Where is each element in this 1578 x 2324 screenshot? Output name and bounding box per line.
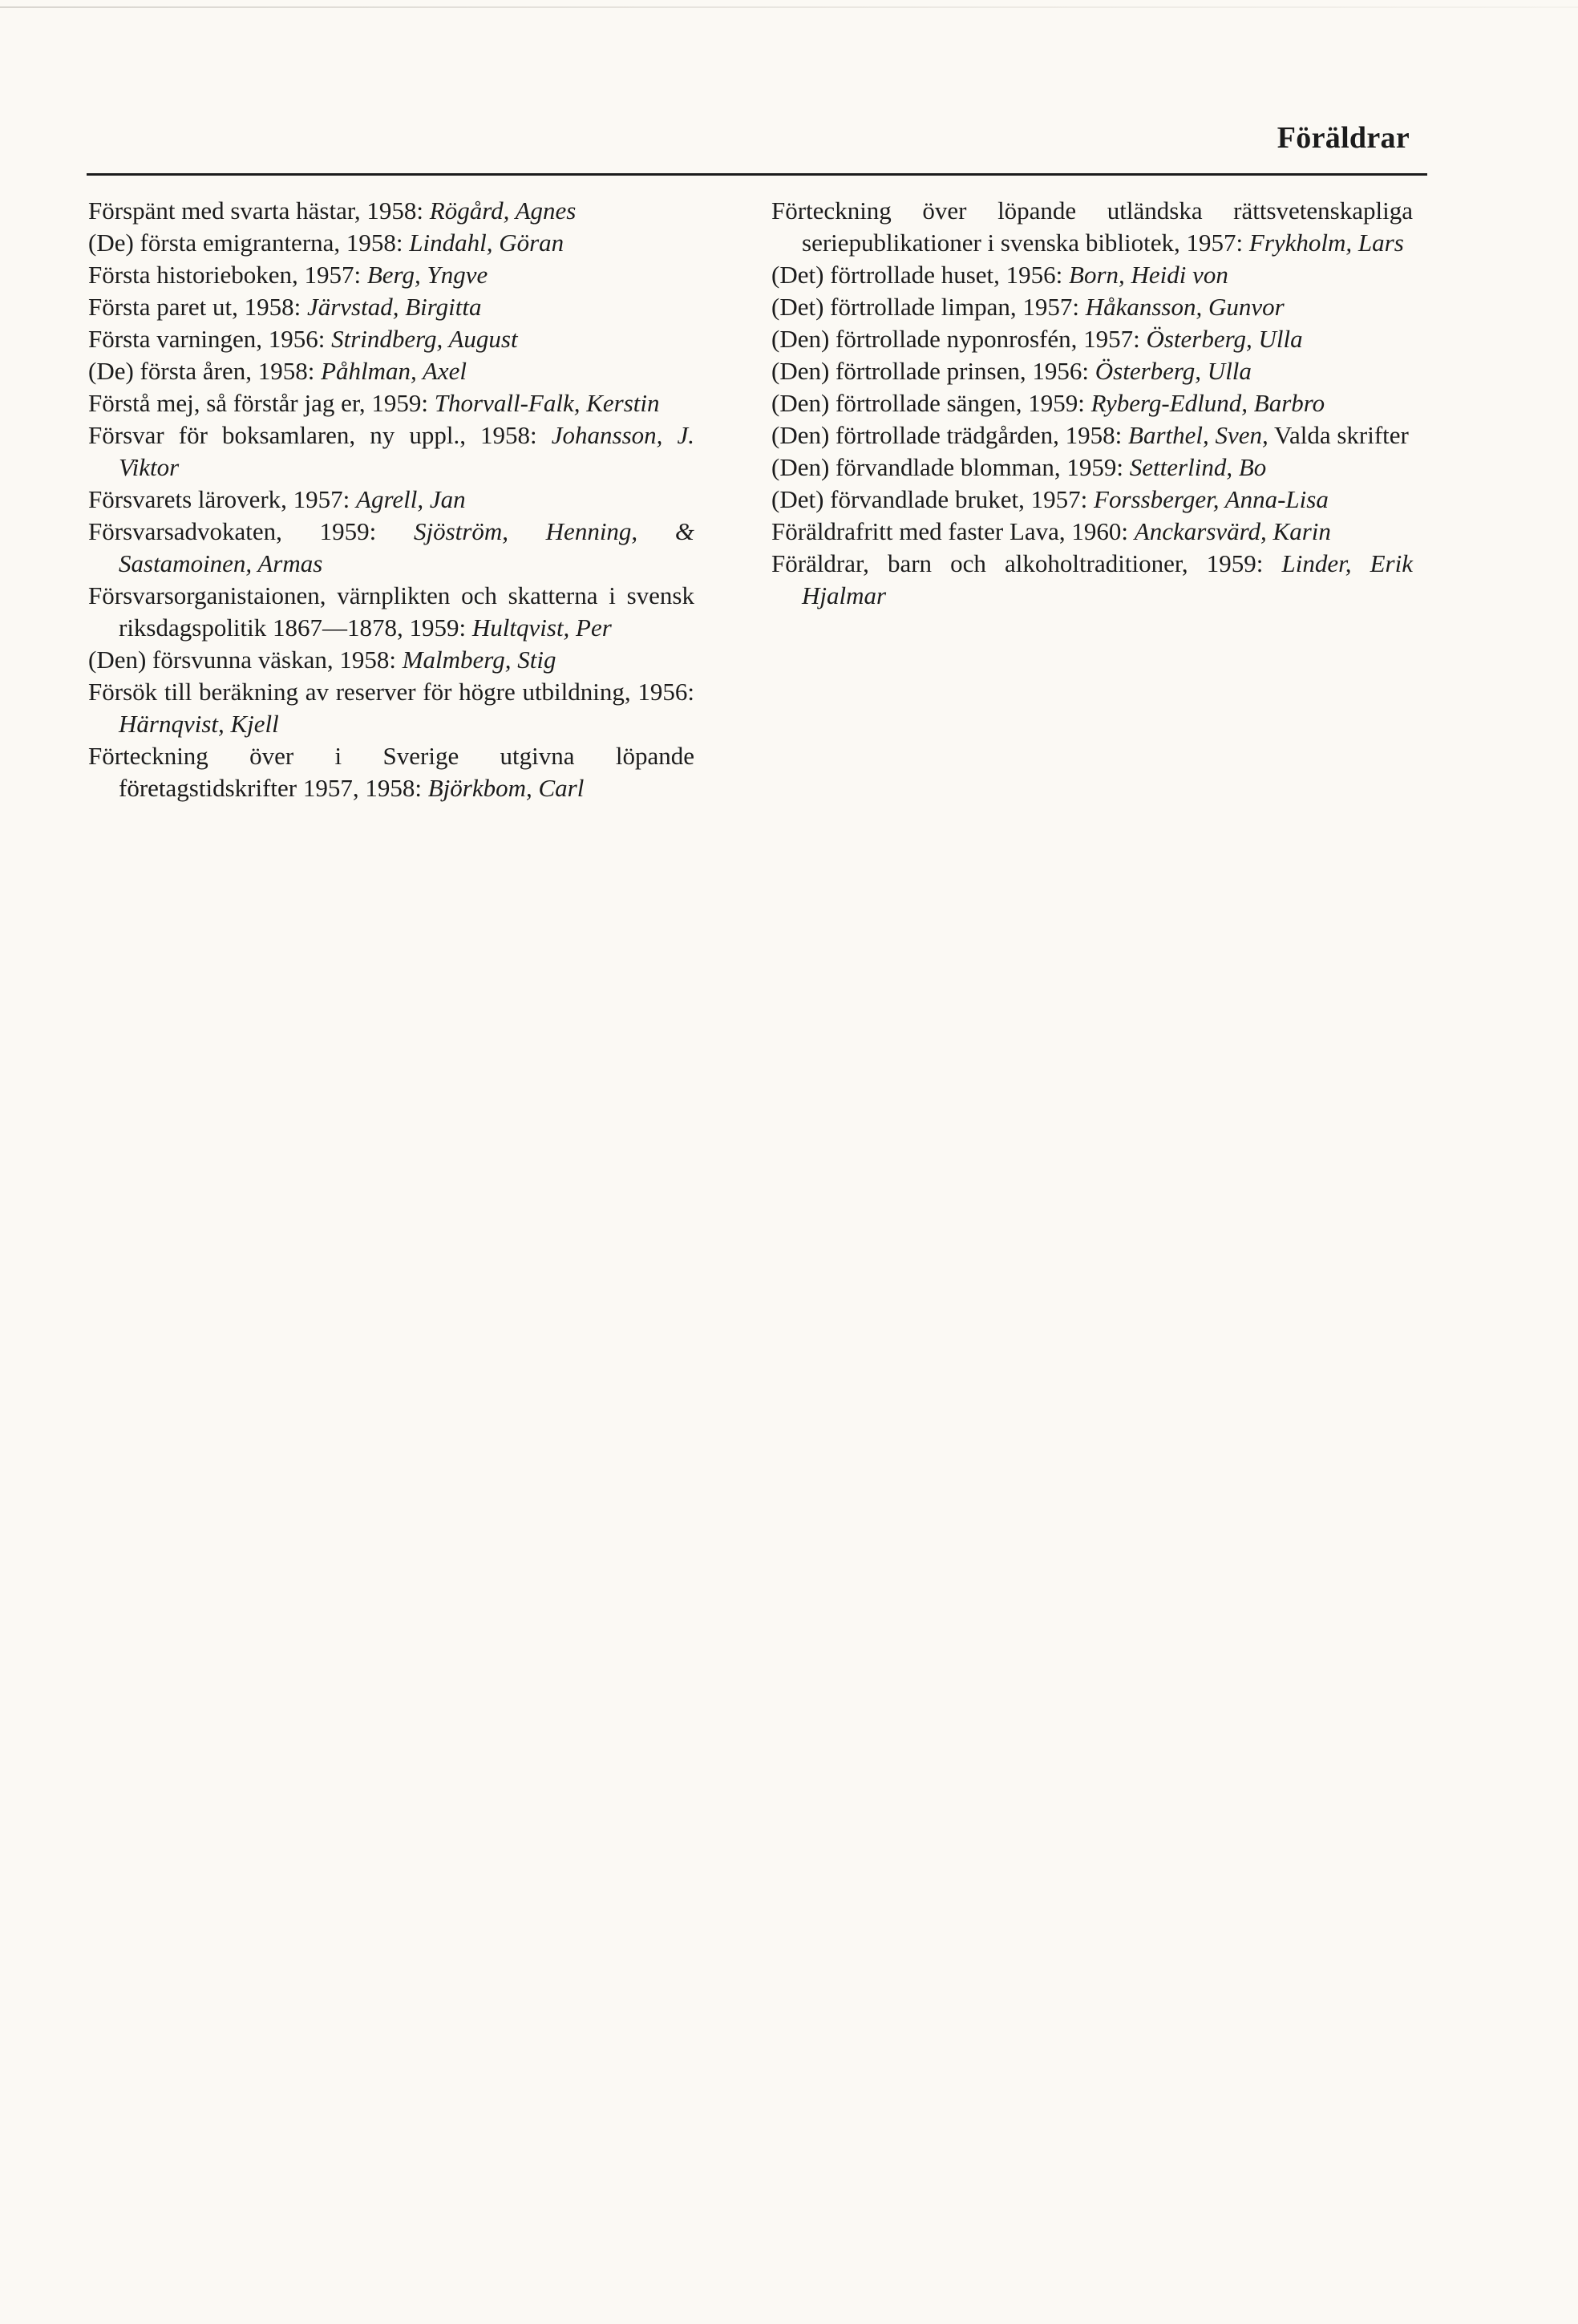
entry-title: (Den) förtrollade trädgården, 1958:	[771, 421, 1123, 449]
entry-author: Frykholm, Lars	[1248, 229, 1404, 257]
entry-author: Anckarsvärd, Karin	[1134, 517, 1331, 545]
entry-title: Första historieboken, 1957:	[88, 261, 362, 289]
index-entry	[88, 259, 694, 291]
entry-author: Barthel, Sven,	[1128, 421, 1268, 449]
entry-title: Förteckning över i Sverige utgivna löpande företagstidskrifter 1957, 1958:	[88, 742, 694, 802]
entry-author: Påhlman, Axel	[321, 357, 467, 385]
entry-title: (Den) förtrollade nyponrosfén, 1957:	[771, 325, 1140, 353]
header-rule	[87, 173, 1427, 176]
index-entry	[88, 355, 694, 387]
entry-author: Linder, Erik Hjalmar	[802, 549, 1413, 609]
entry-title: (Den) förtrollade prinsen, 1956:	[771, 357, 1089, 385]
entry-author: Setterlind, Bo	[1129, 453, 1267, 481]
index-entry	[771, 195, 1413, 259]
entry-author: Agrell, Jan	[356, 485, 466, 513]
index-entry	[88, 387, 694, 419]
index-entry	[771, 323, 1413, 355]
page-top-edge	[0, 6, 1578, 8]
index-entry	[771, 355, 1413, 387]
entry-title: (Det) förtrollade limpan, 1957:	[771, 293, 1079, 321]
index-entry	[88, 580, 694, 644]
index-entry	[771, 451, 1413, 484]
index-entry	[88, 644, 694, 676]
entry-title: (Det) förtrollade huset, 1956:	[771, 261, 1063, 289]
entry-author: Berg, Yngve	[366, 261, 488, 289]
index-entry	[88, 419, 694, 484]
entry-title: Föräldrafritt med faster Lava, 1960:	[771, 517, 1129, 545]
index-entry	[771, 387, 1413, 419]
entry-title: (Den) förtrollade sängen, 1959:	[771, 389, 1085, 417]
entry-author: Strindberg, August	[331, 325, 518, 353]
entry-title: Försvarsadvokaten, 1959:	[88, 517, 377, 545]
index-entry	[771, 516, 1413, 548]
index-entry	[771, 259, 1413, 291]
entry-author: Österberg, Ulla	[1094, 357, 1252, 385]
entry-author: Sjöström, Henning, & Sastamoinen, Armas	[119, 517, 695, 577]
entry-title: (Den) försvunna väskan, 1958:	[88, 646, 396, 674]
index-entry	[88, 291, 694, 323]
entry-author: Österberg, Ulla	[1146, 325, 1303, 353]
entry-title: Föräldrar, barn och alkoholtraditioner, 1959:	[771, 549, 1264, 577]
entry-title: Försvarets läroverk, 1957:	[88, 485, 350, 513]
index-entry	[88, 227, 694, 259]
entry-title: (Det) förvandlade bruket, 1957:	[771, 485, 1088, 513]
entry-title: (De) första emigranterna, 1958:	[88, 229, 403, 257]
entry-author: Born, Heidi von	[1069, 261, 1228, 289]
entry-title: Försök till beräkning av reserver för högre utbildning, 1956:	[88, 678, 694, 706]
entry-author: Härnqvist, Kjell	[119, 710, 279, 738]
entry-author: Håkansson, Gunvor	[1085, 293, 1285, 321]
entry-author: Rögård, Agnes	[429, 196, 577, 225]
index-entry	[88, 676, 694, 740]
entry-title: Förspänt med svarta hästar, 1958:	[88, 196, 424, 225]
index-entry	[88, 516, 694, 580]
entry-author: Hultqvist, Per	[471, 613, 612, 642]
entry-suffix: Valda skrifter	[1274, 421, 1409, 449]
entry-title: Försvarsorganistaionen, värnplikten och skatterna i svensk riksdagspolitik 1867—1878, 1959:	[88, 581, 694, 642]
entry-title: Första varningen, 1956:	[88, 325, 326, 353]
entry-author: Ryberg-Edlund, Barbro	[1090, 389, 1325, 417]
index-entry	[88, 740, 694, 804]
entry-author: Malmberg, Stig	[402, 646, 556, 674]
entry-author: Järvstad, Birgitta	[306, 293, 482, 321]
index-entry	[771, 419, 1413, 451]
entry-title: Förstå mej, så förstår jag er, 1959:	[88, 389, 429, 417]
entry-author: Lindahl, Göran	[409, 229, 564, 257]
index-entry	[88, 195, 694, 227]
index-entry	[771, 548, 1413, 612]
index-entry	[88, 323, 694, 355]
entry-title: Förteckning över löpande utländska rättsvetenskapliga seriepublikationer i svenska bibliotek, 1957:	[771, 196, 1413, 257]
entry-title: Försvar för boksamlaren, ny uppl., 1958:	[88, 421, 537, 449]
entry-author: Thorvall-Falk, Kerstin	[434, 389, 660, 417]
running-head: Föräldrar	[1277, 121, 1410, 155]
right-column	[771, 195, 1413, 612]
entry-author: Björkbom, Carl	[427, 774, 585, 802]
entry-author: Forssberger, Anna-Lisa	[1094, 485, 1329, 513]
left-column	[88, 195, 694, 804]
entry-author: Johansson, J. Viktor	[119, 421, 694, 481]
index-entry	[88, 484, 694, 516]
index-entry	[771, 291, 1413, 323]
entry-title: Första paret ut, 1958:	[88, 293, 301, 321]
entry-title: (De) första åren, 1958:	[88, 357, 315, 385]
entry-title: (Den) förvandlade blomman, 1959:	[771, 453, 1124, 481]
index-entry	[771, 484, 1413, 516]
